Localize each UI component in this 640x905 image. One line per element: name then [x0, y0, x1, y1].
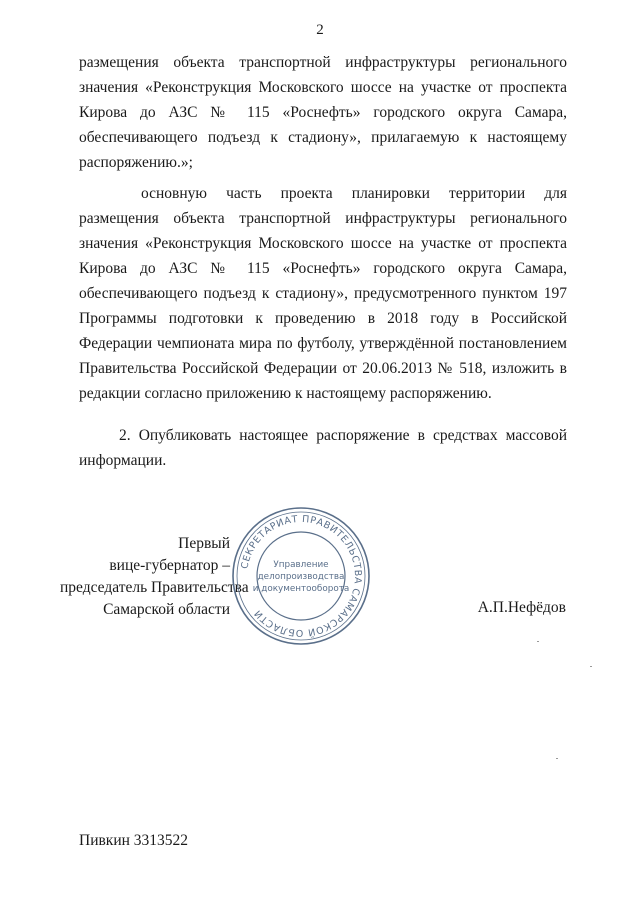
stamp-center-line: Управление [273, 560, 329, 570]
signatory-name: А.П.Нефёдов [477, 599, 566, 616]
paragraph-main-part: основную часть проекта планировки территории для размещения объекта транспортной инфраструктуры регионального значения «Реконструкция Московского шоссе на участке от проспекта Кирова до АЗС № 115 «Роснефть» городского округа Самара, обеспечивающего подъезд к стадиону», предусмотренного пунктом 197 Программы подготовки к проведению в 2018 году в Российской Федерации чемпионата мира по футболу, утверждённой постановлением Правительства Российской Федерации от 20.06.2013 № 518, изложить в редакции согласно приложению к настоящему распоряжению. [79, 185, 567, 402]
paragraph-continuation: размещения объекта транспортной инфраструктуры регионального значения «Реконструкция Московского шоссе на участке от проспекта Кирова до АЗС № 115 «Роснефть» городского округа Самара, обеспечивающего подъезд к стадиону», прилагаемую к настоящему распоряжению.»; [79, 54, 567, 171]
paragraph-publish: 2. Опубликовать настоящее распоряжение в средствах массовой информации. [79, 427, 567, 469]
signatory-title-line: Самарской области [103, 601, 230, 618]
scan-speck [537, 641, 539, 642]
scan-speck [590, 666, 592, 667]
stamp-seal-icon [230, 505, 372, 647]
signatory-title [60, 533, 249, 621]
stamp-center-line: делопроизводства [257, 572, 345, 582]
page-number: 2 [316, 22, 324, 38]
stamp-center-line: и документооборота [252, 584, 350, 594]
stamp-ring-text: СЕКРЕТАРИАТ ПРАВИТЕЛЬСТВА САМАРСКОЙ ОБЛАСТИ [239, 513, 364, 639]
signatory-title-line: вице-губернатор – [109, 557, 230, 574]
scan-speck [556, 758, 558, 759]
signatory-title-line: председатель Правительства [60, 579, 249, 596]
signatory-title-line: Первый [178, 535, 230, 552]
official-stamp [230, 505, 372, 647]
executor-note: Пивкин 3313522 [79, 832, 189, 849]
